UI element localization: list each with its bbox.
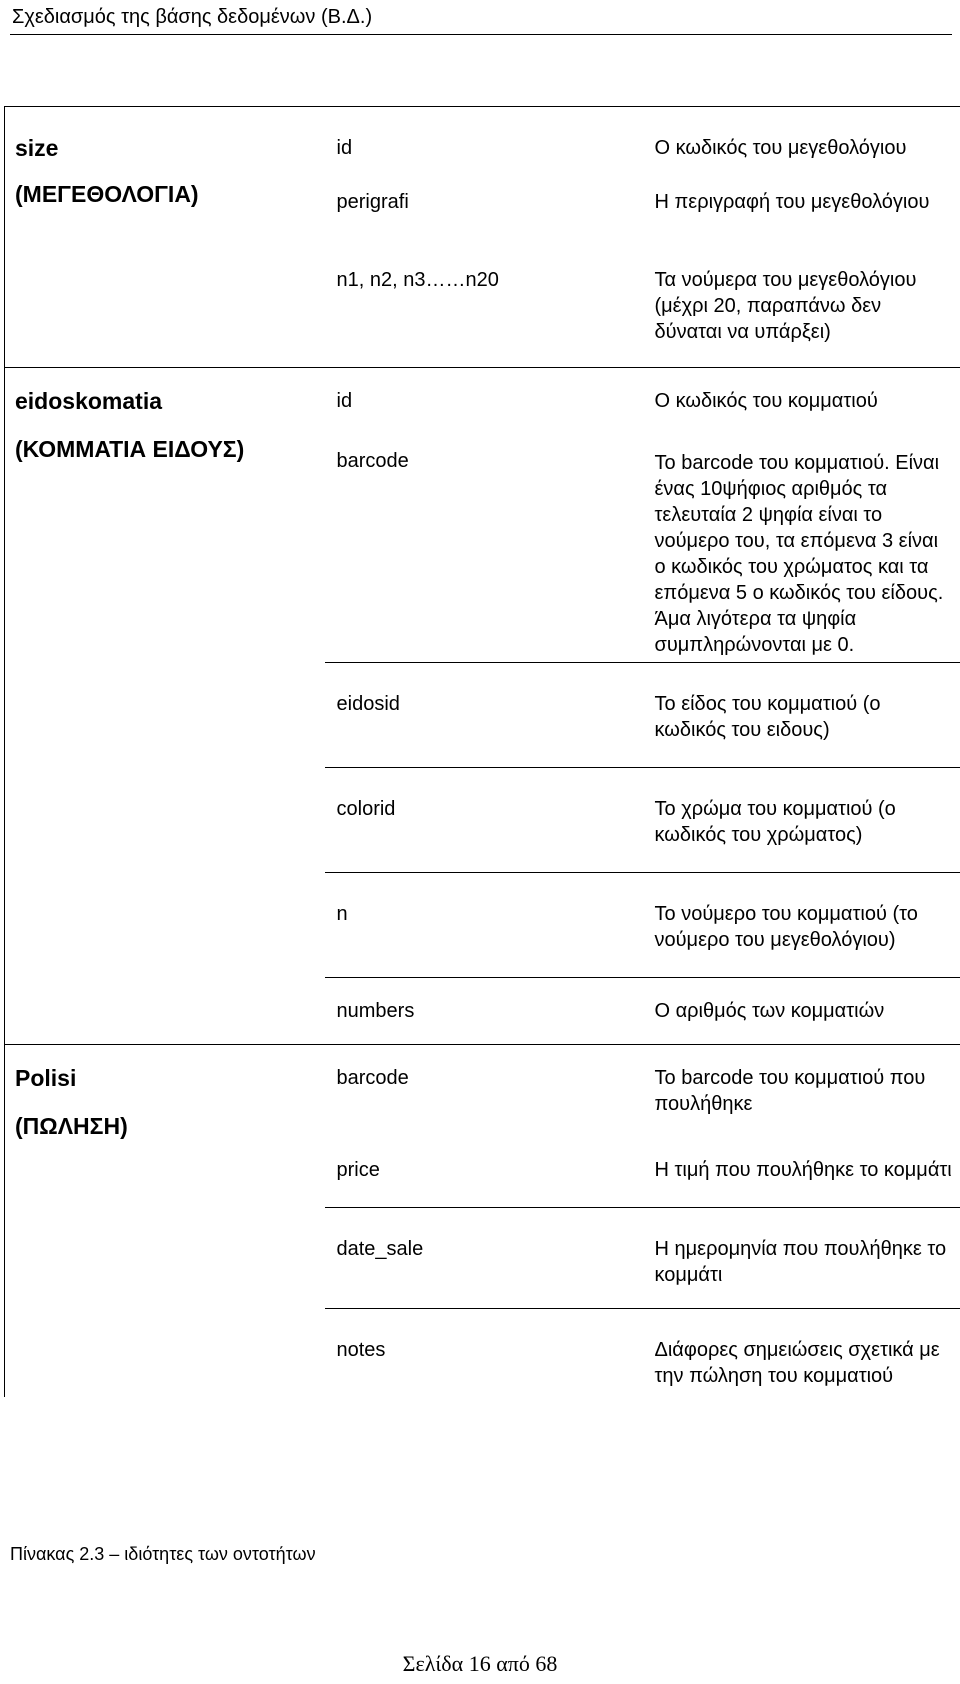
entity-cell-size [5, 107, 325, 368]
field-description: Το barcode του κομματιού. Είναι ένας 10ψήφιος αριθμός τα τελευταία 2 ψηφία είναι το νούμερο του, τα επόμενα 3 είναι ο κωδικός του χρώματος και τα επόμενα 5 ο κωδικός του είδους. Άμα λιγότερα τα ψηφία συμπληρώνονται με 0. [654, 452, 944, 656]
field-name: price [336, 1159, 380, 1181]
field-name: eidosid [325, 663, 645, 768]
entity-cell-eidoskomatia [5, 368, 325, 1045]
header-rule [10, 34, 952, 35]
field-name: notes [325, 1309, 645, 1398]
field-description: Το νούμερο του κομματιού (το νούμερο του μεγεθολόγιου) [645, 873, 960, 978]
page-footer: Σελίδα 16 από 68 [402, 1651, 558, 1676]
field-description: Η τιμή που πουλήθηκε το κομμάτι [654, 1159, 952, 1181]
field-description: Διάφορες σημειώσεις σχετικά με την πώληση του κομματιού [645, 1309, 960, 1398]
field-name: n [325, 873, 645, 978]
field-name: barcode [336, 450, 409, 472]
field-description: Ο κωδικός του κομματιού [645, 368, 960, 431]
field-name: perigrafi [336, 191, 409, 213]
field-description: Η ημερομηνία που πουλήθηκε το κομμάτι [645, 1208, 960, 1309]
table-caption: Πίνακας 2.3 – ιδιότητες των οντοτήτων [10, 1544, 316, 1564]
field-description: Το χρώμα του κομματιού (ο κωδικός του χρώματος) [645, 768, 960, 873]
field-name: barcode [325, 1045, 645, 1138]
entity-cell-polisi [5, 1045, 325, 1398]
field-name: numbers [325, 978, 645, 1045]
page-header: Σχεδιασμός της βάσης δεδομένων (Β.Δ.) [12, 6, 373, 28]
entity-greek-name: (ΜΕΓΕΘΟΛΟΓΙΑ) [15, 181, 199, 207]
entity-attributes-table [4, 106, 960, 1397]
entity-name: Polisi [15, 1065, 77, 1091]
field-description: Ο κωδικός του μεγεθολόγιου [645, 107, 960, 168]
table-row [5, 368, 960, 431]
field-description: Ο αριθμός των κομματιών [645, 978, 960, 1045]
entity-greek-name: (ΠΩΛΗΣΗ) [15, 1113, 128, 1139]
table-row [5, 1045, 960, 1138]
field-name: id [325, 368, 645, 431]
entity-greek-name: (ΚΟΜΜΑΤΙΑ ΕΙΔΟΥΣ) [15, 436, 245, 462]
field-description: Το είδος του κομματιού (ο κωδικός του ειδους) [645, 663, 960, 768]
field-description: Το barcode του κομματιού που πουλήθηκε [645, 1045, 960, 1138]
field-name: date_sale [325, 1208, 645, 1309]
field-name: colorid [325, 768, 645, 873]
entity-name: eidoskomatia [15, 388, 162, 414]
field-description: Η περιγραφή του μεγεθολόγιου [654, 191, 930, 213]
field-name: n1, n2, n3……n20 [336, 269, 499, 291]
field-name: id [325, 107, 645, 168]
entity-name: size [15, 135, 59, 161]
field-description: Τα νούμερα του μεγεθολόγιου (μέχρι 20, παραπάνω δεν δύναται να υπάρξει) [654, 269, 917, 343]
table-row [5, 107, 960, 168]
